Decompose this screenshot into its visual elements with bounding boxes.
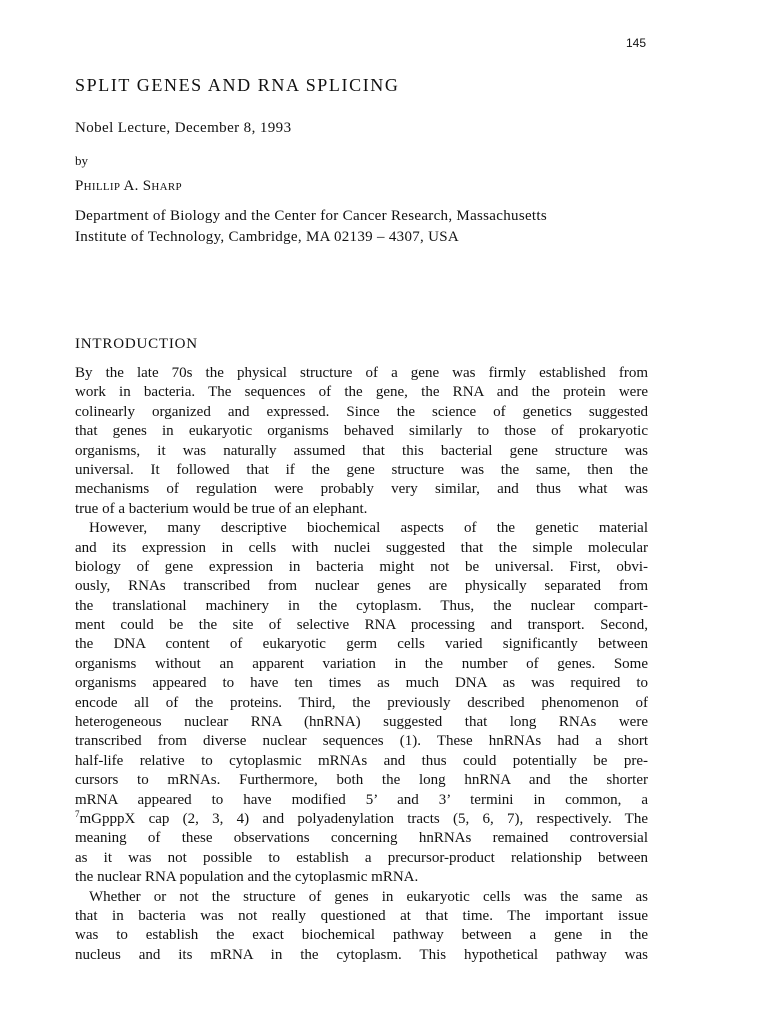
paper-title: SPLIT GENES AND RNA SPLICING (75, 75, 400, 95)
body-line: the translational machinery in the cytoplasm. Thus, the nuclear compart- (75, 597, 648, 614)
body-line-text: mGpppX cap (2, 3, 4) and polyadenylation tracts (5, 6, 7), respectively. The (79, 810, 648, 827)
body-line: organisms without an apparent variation in the number of genes. Some (75, 655, 648, 672)
affiliation-line-1: Department of Biology and the Center for Cancer Research, Massachusetts (75, 208, 547, 224)
body-line: mRNA appeared to have modified 5’ and 3’ termini in common, a (75, 791, 648, 808)
body-text (75, 364, 648, 965)
body-line: ously, RNAs transcribed from nuclear genes are physically separated from (75, 578, 648, 595)
body-line-with-superscript (75, 810, 648, 829)
body-line: and its expression in cells with nuclei suggested that the simple molecular (75, 539, 648, 556)
body-line: nucleus and its mRNA in the cytoplasm. This hypothetical pathway was (75, 946, 648, 963)
body-line: However, many descriptive biochemical aspects of the genetic material (89, 520, 648, 537)
body-line: that in bacteria was not really questioned at that time. The important issue (75, 907, 648, 924)
body-line: heterogeneous nuclear RNA (hnRNA) suggested that long RNAs were (75, 714, 648, 731)
body-line: the nuclear RNA population and the cytoplasmic mRNA. (75, 869, 419, 886)
body-line: Whether or not the structure of genes in eukaryotic cells was the same as (89, 888, 648, 905)
body-line: mechanisms of regulation were probably very similar, and thus what was (75, 481, 648, 498)
body-line: half-life relative to cytoplasmic mRNAs and thus could potentially be pre- (75, 752, 648, 769)
author-name: Phillip A. Sharp (75, 178, 182, 194)
body-line: meaning of these observations concerning hnRNAs remained controversial (75, 830, 648, 847)
body-line: ment could be the site of selective RNA processing and transport. Second, (75, 617, 648, 634)
body-line: universal. It followed that if the gene structure was the same, then the (75, 461, 648, 478)
body-line: that genes in eukaryotic organisms behaved similarly to those of prokaryotic (75, 423, 648, 440)
body-line: true of a bacterium would be true of an elephant. (75, 500, 368, 517)
body-line: organisms appeared to have ten times as much DNA as was required to (75, 675, 648, 692)
superscript-seven: 7 (75, 808, 80, 819)
affiliation-line-2: Institute of Technology, Cambridge, MA 02139 – 4307, USA (75, 228, 460, 245)
body-line: encode all of the proteins. Third, the previously described phenomenon of (75, 694, 648, 711)
body-line: as it was not possible to establish a precursor-product relationship between (75, 849, 648, 866)
by-label: by (75, 153, 88, 168)
body-line: was to establish the exact biochemical pathway between a gene in the (75, 927, 648, 944)
page-number: 145 (626, 36, 647, 50)
body-line: transcribed from diverse nuclear sequences (1). These hnRNAs had a short (75, 733, 648, 750)
body-line: organisms, it was naturally assumed that this bacterial gene structure was (75, 442, 648, 459)
author-affiliation (75, 206, 655, 247)
lecture-subtitle: Nobel Lecture, December 8, 1993 (75, 120, 292, 136)
section-heading-introduction: INTRODUCTION (75, 336, 198, 352)
body-line: colinearly organized and expressed. Since the science of genetics suggested (75, 403, 648, 420)
body-line: work in bacteria. The sequences of the gene, the RNA and the protein were (75, 384, 648, 401)
body-line: biology of gene expression in bacteria might not be universal. First, obvi- (75, 558, 648, 575)
body-line: cursors to mRNAs. Furthermore, both the long hnRNA and the shorter (75, 772, 648, 789)
body-line: By the late 70s the physical structure of a gene was firmly established from (75, 365, 648, 381)
body-line: the DNA content of eukaryotic germ cells varied significantly between (75, 636, 648, 653)
